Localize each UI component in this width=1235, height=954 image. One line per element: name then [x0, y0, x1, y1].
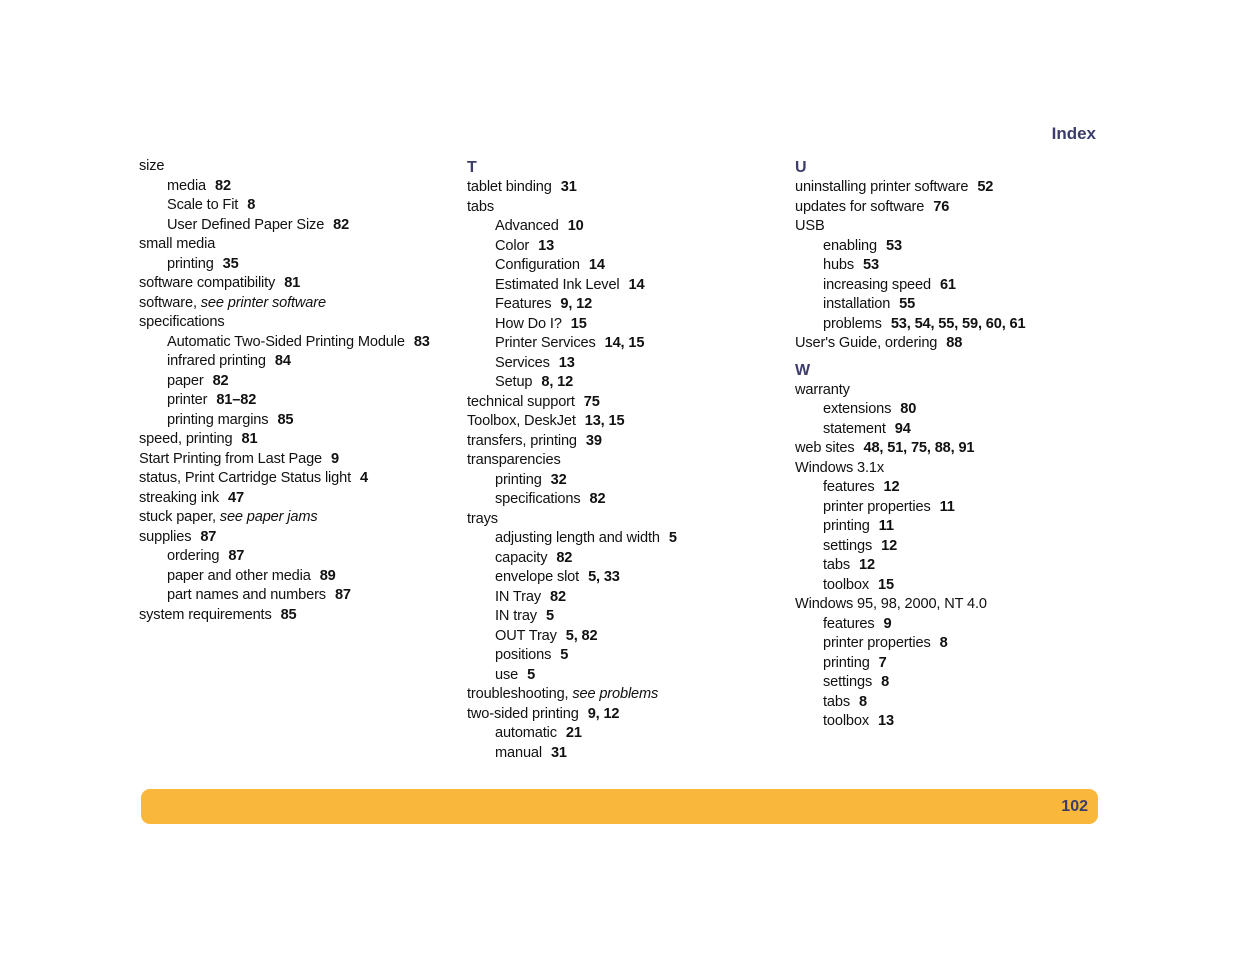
index-subentry	[139, 372, 449, 392]
index-entry	[467, 178, 777, 198]
index-term: Advanced	[495, 218, 559, 234]
index-column-1	[139, 157, 449, 625]
index-subentry	[467, 627, 777, 647]
index-entry	[795, 595, 1105, 615]
index-page-numbers: 9, 12	[560, 296, 593, 312]
index-page-numbers: 81	[284, 275, 301, 291]
index-term: media	[167, 177, 206, 194]
index-term: OUT Tray	[495, 627, 557, 644]
index-page-numbers: 8	[858, 693, 867, 710]
index-subentry	[795, 673, 1105, 693]
index-page-numbers: 5	[560, 647, 569, 663]
index-subentry	[795, 615, 1105, 635]
index-page-numbers: 88	[946, 335, 963, 351]
index-entry	[139, 235, 449, 255]
index-entry	[467, 393, 777, 413]
index-term: speed, printing	[139, 431, 233, 447]
index-page-numbers: 8	[939, 635, 948, 651]
index-page-numbers: 87	[200, 528, 217, 545]
index-page-numbers: 53	[863, 257, 879, 273]
index-page-numbers: 14	[628, 276, 645, 293]
index-term: specifications	[495, 491, 581, 507]
index-term: system requirements	[139, 606, 272, 623]
index-entry	[467, 510, 777, 530]
index-subentry	[795, 576, 1105, 596]
index-page-numbers: 5, 33	[588, 569, 620, 585]
index-term: Windows 3.1x	[795, 459, 885, 476]
index-entry	[139, 294, 449, 314]
index-subentry	[467, 315, 777, 335]
index-term: Configuration	[495, 257, 580, 273]
index-subentry	[467, 666, 777, 686]
index-page-numbers: 82	[215, 177, 231, 194]
index-page-numbers: 53, 54, 55, 59, 60, 61	[890, 315, 1026, 332]
index-term: tabs	[467, 198, 494, 215]
index-page-numbers: 8	[247, 197, 256, 213]
index-page-numbers: 4	[359, 470, 368, 486]
index-entry	[139, 157, 449, 177]
index-term: features	[823, 615, 875, 632]
index-term: Printer Services	[495, 335, 596, 351]
index-subentry	[795, 712, 1105, 732]
index-subentry	[139, 586, 449, 606]
index-term: statement	[823, 420, 886, 437]
index-page-numbers: 9	[883, 615, 892, 632]
index-page-numbers: 48, 51, 75, 88, 91	[863, 440, 975, 456]
index-page-numbers: 55	[899, 296, 916, 312]
page-number: 102	[1061, 798, 1088, 815]
index-term: technical support	[467, 393, 575, 410]
index-entry	[467, 198, 777, 218]
index-term: Color	[495, 237, 530, 254]
index-subentry	[795, 276, 1105, 296]
index-subentry	[139, 333, 449, 353]
index-page-numbers: 85	[280, 606, 297, 623]
index-page-numbers: 75	[583, 393, 600, 410]
index-term: IN Tray	[495, 588, 541, 605]
index-term: software compatibility	[139, 275, 276, 291]
index-subentry	[467, 568, 777, 588]
index-term: Setup	[495, 374, 533, 390]
index-term: troubleshooting,	[467, 686, 569, 702]
index-term: enabling	[823, 237, 877, 254]
index-entry	[139, 528, 449, 548]
index-entry	[795, 178, 1105, 198]
index-subentry	[467, 373, 777, 393]
index-term: streaking ink	[139, 489, 219, 506]
index-subentry	[795, 693, 1105, 713]
index-term: increasing speed	[823, 276, 931, 293]
index-entry	[795, 217, 1105, 237]
index-subentry	[795, 634, 1105, 654]
index-term: printer properties	[823, 498, 931, 515]
index-page-numbers: 39	[585, 432, 602, 449]
index-term: problems	[823, 315, 882, 332]
index-term: updates for software	[795, 198, 925, 215]
index-page-numbers: 5, 82	[565, 627, 598, 644]
index-entry	[139, 450, 449, 470]
index-page-numbers: 82	[556, 549, 573, 566]
index-page-numbers: 13, 15	[584, 413, 625, 429]
index-page-numbers: 31	[550, 744, 567, 761]
index-subentry	[139, 391, 449, 411]
index-entry	[139, 508, 449, 528]
index-subentry	[467, 217, 777, 237]
index-subentry	[467, 471, 777, 491]
index-subentry	[467, 724, 777, 744]
index-subentry	[139, 547, 449, 567]
index-subentry	[795, 256, 1105, 276]
index-term: two-sided printing	[467, 705, 579, 722]
index-term: tabs	[823, 557, 850, 573]
index-term: Automatic Two-Sided Printing Module	[167, 333, 405, 350]
index-page-numbers: 15	[570, 315, 587, 332]
index-subentry	[795, 295, 1105, 315]
index-term: IN tray	[495, 608, 537, 624]
index-term: uninstalling printer software	[795, 179, 969, 195]
index-subentry	[795, 420, 1105, 440]
index-subentry	[795, 315, 1105, 335]
index-term: adjusting length and width	[495, 530, 660, 546]
footer-bar	[141, 789, 1098, 824]
index-term: Services	[495, 354, 550, 371]
index-entry	[139, 274, 449, 294]
index-page-numbers: 52	[977, 179, 994, 195]
index-term: infrared printing	[167, 353, 266, 369]
index-page-numbers: 81	[241, 431, 258, 447]
index-term: hubs	[823, 257, 855, 273]
index-subentry	[139, 196, 449, 216]
index-page-numbers: 32	[550, 471, 567, 488]
index-subentry	[795, 517, 1105, 537]
index-letter-heading: T	[467, 159, 477, 176]
index-term: specifications	[139, 314, 225, 330]
index-subentry	[467, 646, 777, 666]
index-term: part names and numbers	[167, 587, 326, 603]
index-subentry	[467, 529, 777, 549]
index-page-numbers: 5	[545, 608, 554, 624]
index-term: Estimated Ink Level	[495, 276, 620, 293]
index-subentry	[795, 237, 1105, 257]
index-term: small media	[139, 236, 216, 252]
index-subentry	[467, 744, 777, 764]
index-subentry	[467, 256, 777, 276]
index-term: Toolbox, DeskJet	[467, 413, 576, 429]
index-term: printing margins	[167, 411, 269, 428]
index-entry	[467, 705, 777, 725]
index-entry	[139, 606, 449, 626]
index-term: printing	[167, 255, 214, 272]
index-subentry	[139, 352, 449, 372]
index-entry	[795, 459, 1105, 479]
index-term: warranty	[795, 381, 850, 398]
index-subentry	[139, 216, 449, 236]
index-page-numbers: 13	[878, 713, 894, 729]
index-page-numbers: 47	[227, 489, 244, 506]
index-subentry	[467, 237, 777, 257]
index-letter-heading: U	[795, 159, 807, 176]
index-page-numbers: 94	[894, 420, 911, 437]
index-term: toolbox	[823, 713, 870, 729]
index-term: USB	[795, 218, 825, 234]
index-page-numbers: 15	[878, 576, 894, 593]
index-subentry	[467, 334, 777, 354]
index-term: printer properties	[823, 635, 931, 651]
index-page-numbers: 61	[939, 276, 956, 293]
index-term: automatic	[495, 725, 557, 741]
index-term: trays	[467, 510, 498, 527]
index-term: User's Guide, ordering	[795, 335, 938, 351]
index-page-numbers: 5	[668, 530, 677, 546]
index-term: positions	[495, 647, 552, 663]
index-page-numbers: 21	[565, 725, 582, 741]
index-page-numbers: 13	[558, 354, 575, 371]
index-term: tablet binding	[467, 179, 552, 195]
index-page-numbers: 76	[933, 198, 950, 215]
index-term: Features	[495, 296, 552, 312]
index-page-numbers: 87	[228, 548, 245, 564]
index-term: transparencies	[467, 452, 561, 468]
index-entry	[467, 451, 777, 471]
index-subentry	[467, 588, 777, 608]
index-entry	[139, 489, 449, 509]
index-term: tabs	[823, 693, 850, 710]
index-subentry	[139, 411, 449, 431]
index-term: web sites	[795, 440, 855, 456]
index-page-numbers: 12	[881, 537, 898, 554]
index-term: manual	[495, 744, 542, 761]
index-page-numbers: 11	[939, 498, 955, 515]
index-entry	[795, 334, 1105, 354]
index-term: paper	[167, 372, 204, 389]
index-term: User Defined Paper Size	[167, 216, 325, 233]
index-page-numbers: 89	[319, 567, 336, 584]
index-term: printer	[167, 392, 208, 408]
index-term: software,	[139, 294, 197, 311]
index-entry	[139, 469, 449, 489]
index-page-numbers: 7	[878, 654, 887, 671]
index-term: printing	[495, 471, 542, 488]
page-section-title: Index	[1051, 124, 1096, 143]
index-term: settings	[823, 537, 873, 554]
index-entry	[139, 313, 449, 333]
index-term: transfers, printing	[467, 432, 577, 449]
index-subentry	[467, 549, 777, 569]
index-term: use	[495, 666, 519, 683]
index-see-reference: see problems	[572, 686, 659, 702]
index-page-numbers: 12	[858, 557, 875, 573]
index-page-numbers: 14, 15	[604, 335, 645, 351]
index-term: Scale to Fit	[167, 197, 239, 213]
index-entry	[795, 198, 1105, 218]
index-page-numbers: 82	[549, 588, 566, 605]
index-page-numbers: 82	[589, 491, 606, 507]
index-page-numbers: 31	[560, 179, 577, 195]
index-subentry	[467, 354, 777, 374]
index-column-3	[795, 157, 1105, 732]
index-entry	[139, 430, 449, 450]
index-page-numbers: 10	[567, 218, 584, 234]
index-term: stuck paper,	[139, 509, 216, 525]
index-letter-heading: W	[795, 361, 811, 379]
index-entry	[467, 412, 777, 432]
index-page-numbers: 13	[538, 237, 555, 254]
index-page-numbers: 80	[900, 401, 917, 417]
index-page-numbers: 53	[885, 237, 902, 254]
index-term: paper and other media	[167, 567, 311, 584]
index-term: ordering	[167, 548, 220, 564]
index-page-numbers: 5	[527, 666, 536, 683]
index-page-numbers: 83	[413, 333, 430, 350]
index-term: Windows 95, 98, 2000, NT 4.0	[795, 596, 987, 612]
index-subentry	[467, 490, 777, 510]
index-term: settings	[823, 674, 873, 690]
index-page-numbers: 85	[277, 411, 294, 428]
index-subentry	[795, 537, 1105, 557]
index-term: How Do I?	[495, 315, 562, 332]
index-entry	[467, 685, 777, 705]
index-entry	[795, 381, 1105, 401]
index-term: printing	[823, 518, 870, 534]
index-term: size	[139, 158, 165, 174]
index-page-numbers: 11	[878, 518, 894, 534]
index-page-numbers: 87	[334, 587, 351, 603]
index-see-reference: see paper jams	[219, 509, 318, 525]
index-see-reference: see printer software	[200, 294, 326, 311]
index-subentry	[467, 276, 777, 296]
index-entry	[795, 439, 1105, 459]
index-page-numbers: 84	[274, 353, 291, 369]
index-page-numbers: 14	[588, 257, 605, 273]
index-term: envelope slot	[495, 569, 580, 585]
index-term: features	[823, 479, 875, 495]
index-subentry	[467, 295, 777, 315]
index-page-numbers: 81–82	[216, 392, 257, 408]
index-subentry	[795, 556, 1105, 576]
index-term: Start Printing from Last Page	[139, 450, 323, 467]
index-term: extensions	[823, 401, 892, 417]
index-subentry	[139, 177, 449, 197]
index-page-numbers: 35	[222, 255, 239, 272]
index-term: toolbox	[823, 576, 870, 593]
index-subentry	[139, 255, 449, 275]
index-subentry	[795, 654, 1105, 674]
index-term: capacity	[495, 549, 548, 566]
index-subentry	[795, 400, 1105, 420]
index-term: status, Print Cartridge Status light	[139, 470, 351, 486]
index-page-numbers: 82	[333, 216, 350, 233]
index-page-numbers: 8, 12	[541, 374, 574, 390]
index-page-numbers: 82	[212, 372, 229, 389]
index-subentry	[795, 478, 1105, 498]
index-entry	[467, 432, 777, 452]
index-page-numbers: 12	[883, 479, 900, 495]
index-term: supplies	[139, 528, 192, 545]
index-page-numbers: 8	[881, 674, 890, 690]
index-term: printing	[823, 654, 870, 671]
index-column-2	[467, 157, 777, 763]
index-subentry	[467, 607, 777, 627]
index-subentry	[795, 498, 1105, 518]
index-subentry	[139, 567, 449, 587]
index-page-numbers: 9, 12	[587, 705, 620, 722]
index-page-numbers: 9	[331, 450, 339, 467]
index-term: installation	[823, 296, 891, 312]
